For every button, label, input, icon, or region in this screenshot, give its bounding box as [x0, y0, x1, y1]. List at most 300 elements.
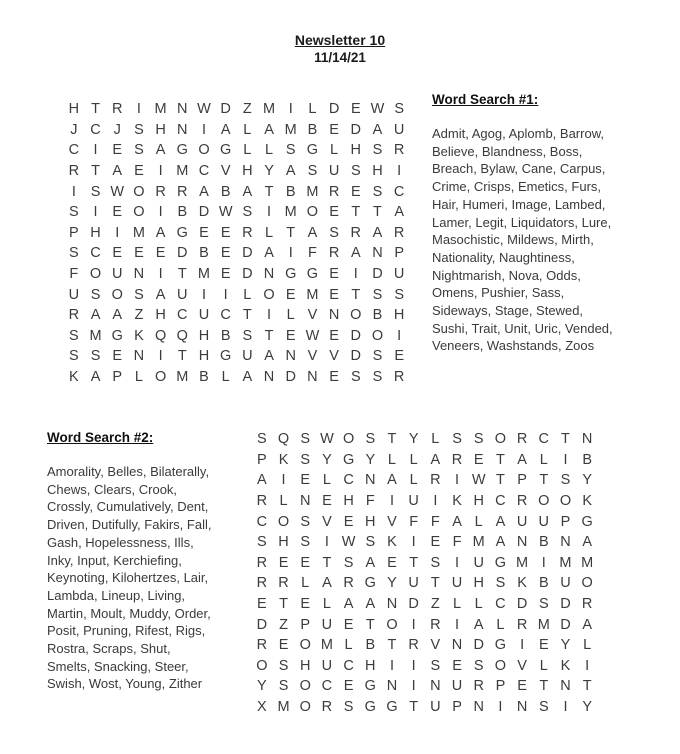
grid-row [251, 614, 598, 635]
word-list-line: Believe, Blandness, Boss, [432, 143, 583, 159]
grid-letter: H [473, 493, 484, 510]
word-search-1-heading: Word Search #1: [432, 92, 539, 107]
grid-letter: I [158, 204, 163, 221]
grid-letter: R [516, 431, 528, 448]
grid-letter: G [494, 554, 507, 571]
grid-letter: I [201, 121, 206, 138]
grid-letter: U [430, 699, 441, 716]
grid-letter: P [394, 245, 404, 262]
grid-letter: S [134, 286, 144, 303]
grid-letter: G [364, 699, 376, 716]
grid-letter: S [343, 554, 354, 571]
grid-letter: I [389, 493, 394, 510]
grid-letter: Z [242, 101, 252, 118]
grid-letter: O [494, 657, 507, 674]
grid-letter: M [262, 101, 276, 118]
grid-letter: T [387, 431, 397, 448]
grid-letter: V [430, 637, 441, 654]
grid-letter: C [343, 657, 354, 674]
grid-letter: L [264, 142, 274, 159]
grid-letter: S [257, 431, 267, 448]
grid-letter: N [133, 348, 145, 365]
grid-letter: E [343, 678, 354, 695]
grid-letter: I [324, 534, 329, 551]
grid-row [63, 99, 410, 120]
word-list-line: Nightmarish, Nova, Odds, [432, 267, 581, 283]
grid-letter: I [93, 204, 98, 221]
grid-letter: E [322, 493, 332, 510]
grid-letter: A [155, 224, 166, 241]
grid-letter: H [198, 348, 210, 365]
word-list-line: Sideways, Stage, Stewed, [432, 303, 584, 319]
grid-letter: D [372, 266, 383, 283]
grid-letter: H [68, 101, 80, 118]
grid-letter: S [242, 204, 253, 221]
grid-letter: O [154, 369, 167, 386]
grid-letter: E [538, 637, 549, 654]
grid-letter: S [365, 431, 376, 448]
grid-letter: E [473, 451, 484, 468]
grid-letter: L [221, 369, 230, 386]
word-list-line: Veneers, Washstands, Zoos [432, 338, 595, 354]
grid-letter: S [343, 699, 354, 716]
grid-letter: R [256, 637, 268, 654]
grid-letter: E [220, 224, 231, 241]
grid-letter: O [538, 493, 550, 510]
grid-letter: D [560, 616, 571, 633]
grid-row [63, 284, 410, 305]
word-list-line: Driven, Dutifully, Fakirs, Fall, [47, 517, 212, 533]
grid-letter: N [516, 534, 528, 551]
grid-letter: A [372, 121, 383, 138]
grid-letter: O [581, 575, 593, 592]
grid-letter: U [321, 616, 333, 633]
grid-letter: R [393, 142, 405, 159]
grid-letter: I [455, 616, 460, 633]
grid-letter: R [256, 575, 268, 592]
grid-letter: W [305, 327, 320, 344]
grid-letter: H [343, 493, 354, 510]
grid-letter: H [365, 657, 376, 674]
grid-letter: C [343, 472, 354, 489]
grid-letter: E [430, 534, 441, 551]
grid-letter: L [322, 596, 331, 613]
grid-letter: I [563, 451, 568, 468]
grid-letter: I [267, 204, 272, 221]
grid-letter: G [306, 142, 319, 159]
grid-letter: E [300, 472, 311, 489]
grid-letter: W [320, 431, 334, 448]
word-list-line: Gash, Hopelessness, Ills, [47, 534, 194, 550]
grid-letter: D [285, 369, 296, 386]
grid-letter: L [474, 513, 483, 530]
grid-letter: S [372, 348, 383, 365]
grid-letter: K [517, 575, 527, 592]
grid-letter: M [176, 369, 189, 386]
grid-letter: E [329, 286, 339, 303]
grid-letter: H [393, 307, 405, 324]
grid-letter: S [394, 286, 404, 303]
grid-letter: H [90, 224, 101, 241]
grid-letter: N [560, 678, 571, 695]
grid-row [251, 676, 598, 697]
grid-letter: Y [560, 637, 571, 654]
grid-letter: S [242, 327, 253, 344]
grid-letter: I [585, 657, 590, 674]
grid-letter: L [409, 451, 418, 468]
word-list-line: Crossly, Cumulatively, Dent, [47, 499, 209, 515]
grid-letter: B [285, 183, 296, 200]
grid-letter: M [284, 121, 297, 138]
grid-letter: I [411, 616, 416, 633]
grid-row [63, 346, 410, 367]
grid-letter: N [307, 369, 318, 386]
grid-letter: O [263, 286, 275, 303]
grid-letter: A [350, 245, 361, 262]
grid-letter: N [372, 245, 383, 262]
grid-letter: I [411, 534, 416, 551]
grid-letter: A [582, 534, 592, 551]
grid-letter: T [495, 472, 505, 489]
grid-letter: K [387, 534, 397, 551]
grid-letter: O [350, 307, 362, 324]
grid-letter: A [242, 369, 253, 386]
grid-letter: F [452, 534, 462, 551]
grid-row [63, 161, 410, 182]
word-list-line: Crime, Crisps, Emetics, Furs, [432, 179, 602, 195]
grid-letter: T [279, 596, 288, 613]
word-list-line: Chews, Clears, Crook, [47, 481, 178, 497]
word-list-line: Sushi, Trait, Unit, Uric, Vended, [432, 320, 613, 336]
grid-letter: S [300, 431, 311, 448]
grid-letter: S [300, 513, 311, 530]
grid-letter: K [452, 493, 462, 510]
grid-letter: M [320, 637, 333, 654]
grid-row [63, 264, 410, 285]
grid-letter: I [281, 472, 286, 489]
grid-letter: U [408, 575, 419, 592]
grid-letter: G [220, 348, 232, 365]
grid-letter: G [386, 699, 398, 716]
grid-letter: I [433, 493, 438, 510]
grid-letter: O [342, 431, 355, 448]
grid-letter: N [365, 472, 376, 489]
grid-row [63, 305, 410, 326]
grid-letter: K [69, 369, 79, 386]
grid-letter: N [473, 699, 484, 716]
grid-row [63, 181, 410, 202]
grid-letter: G [176, 224, 188, 241]
grid-letter: L [539, 657, 548, 674]
grid-letter: A [264, 348, 274, 365]
grid-letter: U [538, 513, 550, 530]
grid-letter: E [112, 142, 123, 159]
grid-letter: D [560, 596, 571, 613]
grid-letter: W [197, 101, 211, 118]
grid-letter: H [350, 142, 362, 159]
grid-row [251, 470, 598, 491]
grid-letter: W [370, 101, 385, 118]
grid-letter: S [69, 204, 79, 221]
grid-letter: R [111, 101, 123, 118]
grid-letter: D [350, 121, 362, 138]
grid-letter: A [199, 183, 209, 200]
grid-letter: T [286, 224, 296, 241]
grid-letter: E [278, 554, 289, 571]
grid-letter: A [452, 513, 462, 530]
grid-letter: P [112, 369, 123, 386]
grid-letter: W [110, 183, 125, 200]
grid-letter: E [343, 513, 354, 530]
grid-letter: I [223, 286, 228, 303]
grid-letter: L [286, 307, 295, 324]
word-list-line: Masochistic, Mildews, Mirth, [432, 232, 594, 248]
grid-letter: T [430, 575, 440, 592]
word-list-line: Keynoting, Kilohertzes, Lair, [47, 570, 209, 586]
grid-letter: E [343, 616, 354, 633]
grid-row [251, 429, 598, 450]
grid-letter: T [409, 554, 419, 571]
grid-letter: E [350, 183, 361, 200]
grid-letter: H [198, 327, 210, 344]
grid-letter: G [364, 575, 376, 592]
grid-letter: S [560, 472, 571, 489]
grid-letter: R [328, 245, 340, 262]
grid-letter: R [177, 183, 188, 200]
word-list-line: Lambda, Lineup, Living, [47, 587, 186, 603]
newsletter-title: Newsletter 10 [294, 32, 386, 48]
grid-letter: S [69, 245, 79, 262]
grid-letter: P [517, 472, 527, 489]
grid-letter: U [198, 307, 210, 324]
grid-row [251, 511, 598, 532]
grid-letter: D [242, 245, 253, 262]
grid-letter: R [278, 575, 289, 592]
grid-letter: L [243, 142, 252, 159]
grid-letter: V [307, 348, 318, 365]
grid-letter: I [411, 657, 416, 674]
grid-letter: R [516, 616, 528, 633]
grid-letter: I [397, 163, 402, 180]
grid-letter: R [430, 616, 441, 633]
grid-letter: E [220, 266, 231, 283]
grid-letter: I [520, 637, 525, 654]
grid-letter: A [112, 307, 123, 324]
newsletter-date: 11/14/21 [314, 50, 366, 65]
grid-letter: M [176, 163, 189, 180]
grid-letter: U [321, 657, 333, 674]
grid-letter: A [473, 616, 484, 633]
grid-letter: B [199, 245, 209, 262]
grid-letter: S [372, 142, 383, 159]
grid-letter: P [560, 513, 571, 530]
grid-letter: A [495, 513, 506, 530]
grid-letter: B [177, 204, 188, 221]
grid-letter: B [365, 637, 376, 654]
grid-letter: F [365, 493, 375, 510]
grid-letter: M [154, 101, 167, 118]
grid-letter: D [473, 637, 484, 654]
grid-letter: C [90, 121, 101, 138]
grid-letter: N [430, 678, 441, 695]
grid-letter: A [517, 451, 527, 468]
grid-letter: E [394, 348, 404, 365]
grid-letter: U [393, 266, 405, 283]
grid-letter: C [256, 513, 268, 530]
grid-letter: S [90, 183, 101, 200]
grid-letter: O [299, 637, 311, 654]
grid-letter: L [583, 637, 592, 654]
grid-row [63, 223, 410, 244]
grid-letter: B [220, 183, 231, 200]
grid-letter: A [372, 224, 383, 241]
grid-letter: V [322, 513, 332, 530]
grid-letter: S [90, 286, 101, 303]
grid-letter: L [452, 596, 462, 613]
grid-row [251, 573, 598, 594]
grid-letter: T [373, 204, 382, 221]
grid-letter: U [328, 163, 340, 180]
grid-letter: K [134, 327, 144, 344]
grid-letter: S [538, 699, 549, 716]
grid-letter: G [494, 637, 507, 654]
grid-letter: B [582, 451, 592, 468]
word-list-line: Nationality, Naughtiness, [432, 249, 575, 265]
grid-letter: D [220, 101, 231, 118]
grid-row [251, 491, 598, 512]
grid-letter: D [328, 101, 340, 118]
grid-letter: L [330, 142, 339, 159]
grid-letter: Y [365, 451, 376, 468]
grid-letter: N [263, 266, 275, 283]
grid-letter: T [264, 327, 274, 344]
word-search-1-panel [432, 92, 667, 355]
grid-letter: S [372, 286, 383, 303]
grid-letter: U [242, 348, 253, 365]
grid-letter: I [158, 348, 163, 365]
grid-letter: E [134, 163, 144, 180]
grid-letter: I [158, 266, 163, 283]
grid-letter: K [582, 493, 592, 510]
grid-letter: G [285, 266, 297, 283]
grid-letter: L [279, 493, 288, 510]
grid-letter: T [351, 286, 361, 303]
grid-letter: T [582, 678, 592, 695]
grid-letter: I [455, 554, 460, 571]
grid-letter: A [365, 554, 376, 571]
grid-letter: S [372, 369, 383, 386]
grid-letter: Y [264, 163, 274, 180]
grid-letter: Y [408, 431, 419, 448]
grid-row [251, 594, 598, 615]
grid-letter: I [389, 657, 394, 674]
grid-letter: N [133, 266, 145, 283]
grid-letter: F [409, 513, 419, 530]
grid-letter: S [473, 431, 484, 448]
grid-letter: L [301, 575, 310, 592]
grid-letter: M [472, 534, 485, 551]
grid-letter: Z [279, 616, 288, 633]
grid-letter: T [539, 472, 549, 489]
grid-row [63, 120, 410, 141]
grid-letter: T [387, 637, 397, 654]
grid-letter: L [134, 369, 143, 386]
grid-letter: G [176, 142, 188, 159]
grid-letter: Q [154, 327, 167, 344]
word-search-1-grid [63, 99, 410, 387]
grid-letter: O [299, 699, 311, 716]
grid-letter: T [351, 204, 361, 221]
grid-row [63, 367, 410, 388]
grid-letter: L [243, 286, 252, 303]
grid-letter: S [538, 596, 549, 613]
grid-letter: A [365, 596, 376, 613]
word-list-line: Breach, Bylaw, Cane, Carpus, [432, 161, 606, 177]
grid-letter: J [70, 121, 78, 138]
grid-letter: Q [176, 327, 188, 344]
grid-letter: G [220, 142, 232, 159]
grid-letter: A [322, 575, 332, 592]
grid-letter: Z [134, 307, 144, 324]
grid-letter: T [242, 307, 252, 324]
grid-letter: R [242, 224, 253, 241]
grid-letter: O [133, 204, 145, 221]
grid-letter: H [242, 163, 253, 180]
grid-letter: C [90, 245, 101, 262]
grid-letter: Y [387, 575, 397, 592]
grid-letter: R [408, 637, 419, 654]
grid-letter: L [474, 596, 483, 613]
grid-letter: I [353, 266, 358, 283]
grid-letter: R [256, 493, 268, 510]
grid-letter: C [495, 596, 506, 613]
grid-letter: S [69, 348, 79, 365]
grid-letter: S [473, 657, 484, 674]
grid-letter: X [257, 699, 267, 716]
grid-letter: R [328, 183, 340, 200]
grid-letter: T [177, 266, 187, 283]
grid-letter: U [111, 266, 123, 283]
grid-letter: R [256, 554, 268, 571]
grid-letter: E [112, 348, 123, 365]
grid-letter: R [393, 224, 405, 241]
grid-letter: H [299, 657, 311, 674]
grid-letter: M [581, 554, 594, 571]
grid-letter: E [155, 245, 166, 262]
grid-letter: I [411, 678, 416, 695]
grid-letter: D [350, 327, 362, 344]
grid-letter: H [473, 575, 484, 592]
grid-letter: S [134, 121, 144, 138]
grid-letter: F [430, 513, 440, 530]
grid-letter: A [430, 451, 441, 468]
grid-letter: A [155, 286, 166, 303]
grid-row [63, 202, 410, 223]
word-list-line: Smelts, Snacking, Steer, [47, 658, 189, 674]
grid-letter: A [220, 121, 231, 138]
grid-letter: O [198, 142, 210, 159]
grid-letter: E [278, 637, 289, 654]
grid-letter: H [365, 513, 376, 530]
grid-letter: C [198, 163, 210, 180]
grid-letter: F [307, 245, 317, 262]
grid-letter: H [372, 163, 383, 180]
grid-letter: N [581, 431, 593, 448]
grid-letter: T [561, 431, 570, 448]
grid-letter: L [387, 451, 396, 468]
grid-letter: I [498, 699, 503, 716]
grid-letter: H [278, 534, 289, 551]
